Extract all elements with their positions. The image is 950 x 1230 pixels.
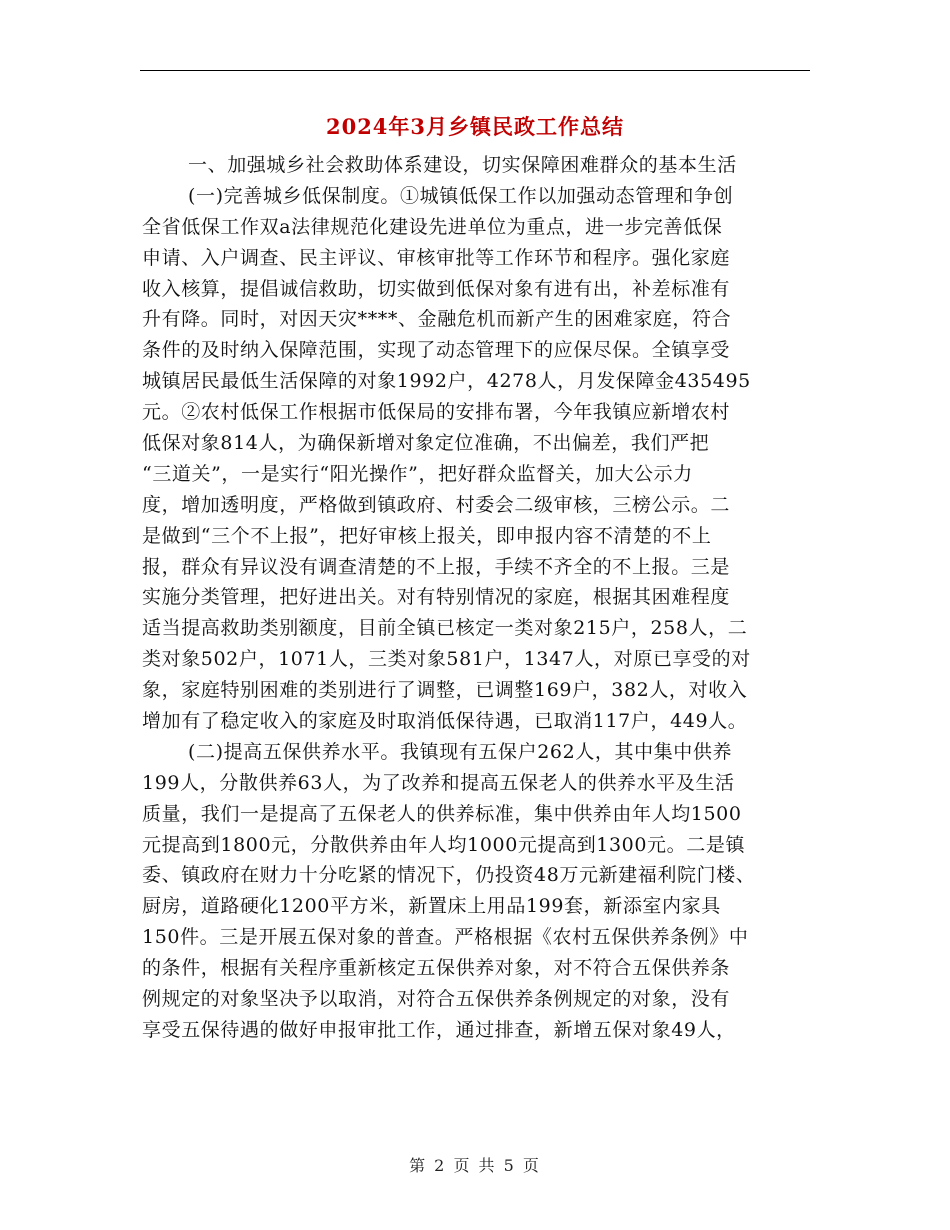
body-line: 城镇居民最低生活保障的对象1992户，4278人，月发保障金435495 (142, 370, 751, 393)
page-number-footer: 第 2 页 共 5 页 (409, 1156, 541, 1175)
body-line: 度，增加透明度，严格做到镇政府、村委会二级审核，三榜公示。二 (142, 493, 731, 516)
body-line: “三道关”，一是实行“阳光操作”，把好群众监督关，加大公示力 (142, 462, 693, 485)
body-line: 元。②农村低保工作根据市低保局的安排布署，今年我镇应新增农村 (142, 401, 731, 424)
body-line: 是做到“三个不上报”，把好审核上报关，即申报内容不清楚的不上 (142, 524, 712, 547)
body-line: 例规定的对象坚决予以取消，对符合五保供养条例规定的对象，没有 (142, 988, 731, 1011)
document-body (142, 150, 812, 1046)
body-line: 增加有了稳定收入的家庭及时取消低保待遇，已取消117户，449人。 (142, 710, 748, 733)
body-line: 全省低保工作双a法律规范化建设先进单位为重点，进一步完善低保 (142, 215, 723, 238)
body-line: 一、加强城乡社会救助体系建设，切实保障困难群众的基本生活 (188, 154, 737, 176)
document-title: 2024年3月乡镇民政工作总结 (325, 114, 625, 139)
body-line: 厨房，道路硬化1200平方米，新置床上用品199套，新添室内家具 (142, 895, 721, 918)
body-line: 升有降。同时，对因天灾****、金融危机而新产生的困难家庭，符合 (142, 308, 732, 331)
body-line: 报，群众有异议没有调查清楚的不上报，手续不齐全的不上报。三是 (142, 555, 731, 578)
body-line: 199人，分散供养63人，为了改养和提高五保老人的供养水平及生活 (142, 771, 735, 794)
body-line: 适当提高救助类别额度，目前全镇已核定一类对象215户，258人，二 (142, 617, 748, 640)
body-line: 条件的及时纳入保障范围，实现了动态管理下的应保尽保。全镇享受 (142, 339, 731, 362)
body-line: 申请、入户调查、民主评议、审核审批等工作环节和程序。强化家庭 (142, 246, 731, 269)
body-line: 150件。三是开展五保对象的普查。严格根据《农村五保供养条例》中 (142, 926, 749, 949)
body-line: 享受五保待遇的做好申报审批工作，通过排查，新增五保对象49人， (142, 1018, 736, 1041)
body-line: 元提高到1800元，分散供养由年人均1000元提高到1300元。二是镇 (142, 833, 746, 856)
body-line: (二)提高五保供养水平。我镇现有五保户262人，其中集中供养 (188, 740, 733, 763)
body-line: 类对象502户，1071人，三类对象581户，1347人，对原已享受的对 (142, 648, 751, 671)
body-line: 质量，我们一是提高了五保老人的供养标准，集中供养由年人均1500 (142, 802, 742, 825)
body-line: 实施分类管理，把好进出关。对有特别情况的家庭，根据其困难程度 (142, 586, 731, 609)
body-line: 收入核算，提倡诚信救助，切实做到低保对象有进有出，补差标准有 (142, 277, 731, 300)
body-line: (一)完善城乡低保制度。①城镇低保工作以加强动态管理和争创 (188, 184, 734, 207)
body-line: 象，家庭特别困难的类别进行了调整，已调整169户，382人，对收入 (142, 679, 748, 702)
header-rule (140, 70, 810, 71)
body-line: 的条件，根据有关程序重新核定五保供养对象，对不符合五保供养条 (142, 957, 731, 980)
body-line: 低保对象814人，为确保新增对象定位准确，不出偏差，我们严把 (142, 432, 710, 455)
body-line: 委、镇政府在财力十分吃紧的情况下，仍投资48万元新建福利院门楼、 (142, 864, 756, 887)
